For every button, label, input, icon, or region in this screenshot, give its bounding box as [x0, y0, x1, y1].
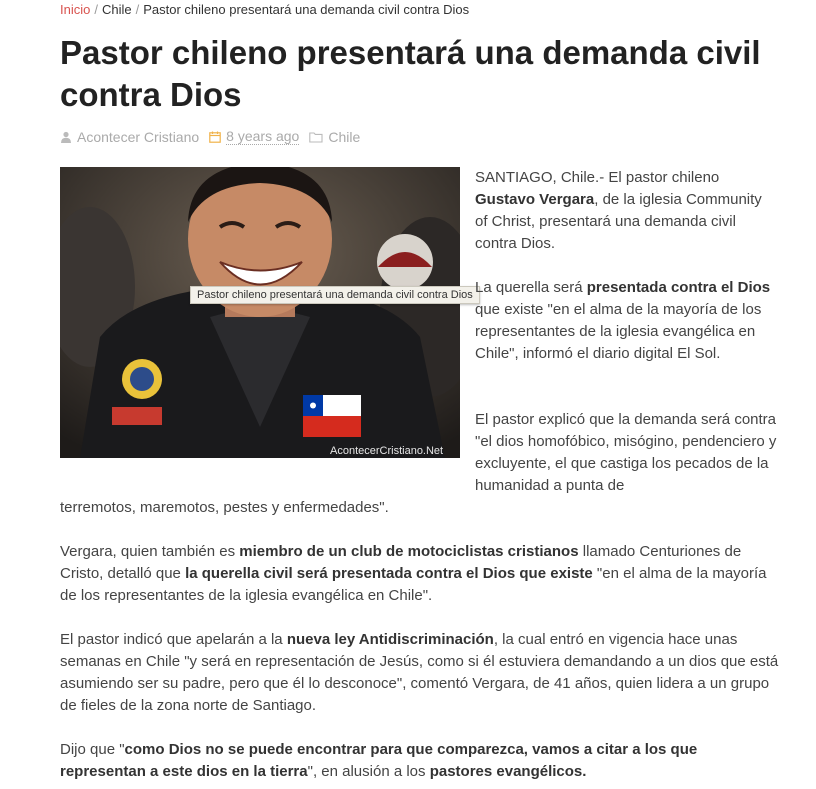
bold-text: como Dios no se puede encontrar para que comparezca, vamos a citar a los que representan a este dios en la tierra — [60, 741, 698, 780]
paragraph-text: llamado Centuriones de Cristo, detalló que — [60, 543, 742, 582]
paragraph-text: terremotos, maremotos, pestes y enfermedades". — [60, 499, 389, 516]
paragraph-text: El pastor indicó que apelarán a la — [60, 631, 287, 648]
article-paragraph — [475, 277, 785, 365]
paragraph-text: Vergara, quien también es — [60, 543, 240, 560]
paragraph-text: que existe "en el alma de la mayoría de los representantes de la iglesia evangélica en Chile", informó el diario digital El Sol. — [475, 301, 762, 362]
user-icon — [60, 131, 72, 143]
article-paragraph — [60, 629, 787, 717]
article-paragraph-continued — [60, 497, 787, 519]
paragraph-text: El pastor explicó que la demanda será contra "el dios homofóbico, misógino, pendenciero y excluyente, el que castiga los pecados de la humanidad a punta de — [475, 411, 777, 494]
breadcrumb-separator: / — [135, 2, 140, 17]
breadcrumb — [60, 2, 469, 17]
bold-text: presentada contra el Dios — [586, 279, 771, 296]
category-link[interactable]: Chile — [328, 128, 361, 145]
bold-text: Gustavo Vergara — [475, 191, 595, 208]
date-meta — [209, 128, 299, 145]
bold-text: la querella civil será presentada contra el Dios que existe — [185, 565, 593, 582]
article-paragraph — [475, 167, 775, 255]
article-paragraph — [475, 409, 787, 497]
paragraph-text: La querella será — [475, 279, 587, 296]
publish-date: 8 years ago — [226, 128, 300, 144]
breadcrumb-current: Pastor chileno presentará una demanda civil contra Dios — [143, 2, 470, 17]
image-tooltip: Pastor chileno presentará una demanda civil contra Dios — [190, 286, 480, 304]
paragraph-text: ", en alusión a los — [307, 763, 430, 780]
paragraph-text: "en el alma de la mayoría de los representantes de la iglesia evangélica en Chile". — [60, 565, 767, 604]
paragraph-text: SANTIAGO, Chile.- El pastor chileno — [475, 169, 720, 186]
breadcrumb-separator: / — [94, 2, 98, 17]
bold-text: nueva ley Antidiscriminación — [286, 631, 494, 648]
breadcrumb-home-link[interactable]: Inicio — [60, 2, 91, 17]
paragraph-text: , de la iglesia Community of Christ, presentará una demanda civil contra Dios. — [475, 191, 762, 252]
paragraph-text: Dijo que " — [60, 741, 125, 758]
calendar-icon — [209, 131, 221, 143]
article-meta — [60, 128, 370, 145]
featured-image — [60, 167, 460, 458]
author-meta — [60, 129, 199, 145]
author-link[interactable]: Acontecer Cristiano — [77, 128, 200, 145]
featured-photo — [60, 167, 460, 458]
article-paragraph — [60, 541, 787, 607]
bold-text: miembro de un club de motociclistas cristianos — [239, 543, 579, 560]
image-watermark: AcontecerCristiano.Net — [330, 445, 444, 457]
article-paragraph — [60, 739, 787, 783]
article-title: Pastor chileno presentará una demanda civil contra Dios — [60, 34, 761, 113]
bold-text: pastores evangélicos. — [429, 763, 587, 780]
category-meta — [309, 129, 360, 145]
paragraph-text: , la cual entró en vigencia hace unas semanas en Chile "y será en representación de Jesús, como si él estuviera demandando a un dios que está asumiendo ser su padre, pero que él lo desconoce", comentó Vergara, de 41 años, quien lidera a un grupo de fieles de la zona norte de Santiago. — [60, 631, 779, 714]
breadcrumb-category-link[interactable]: Chile — [101, 2, 132, 17]
folder-icon — [309, 131, 323, 143]
